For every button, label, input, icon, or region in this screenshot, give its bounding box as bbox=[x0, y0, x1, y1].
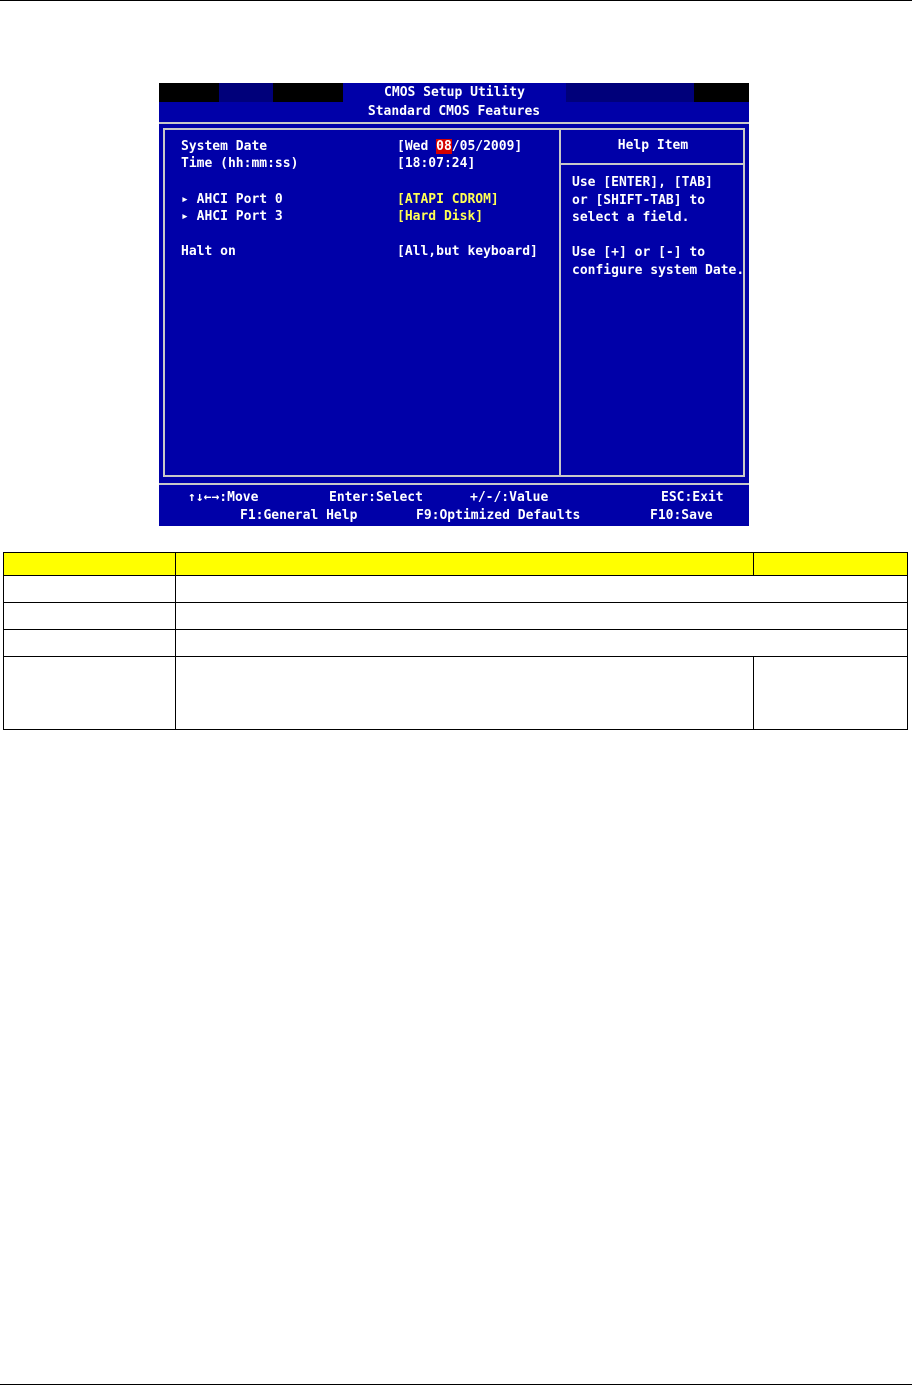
bios-title-bar bbox=[159, 83, 749, 102]
table-row bbox=[4, 630, 908, 657]
help-divider bbox=[559, 128, 561, 477]
table-header-cell bbox=[754, 553, 908, 576]
help-line: Use [ENTER], [TAB] bbox=[572, 175, 713, 190]
title-bar-segment bbox=[566, 83, 638, 102]
key-value: +/-/:Value bbox=[470, 490, 549, 505]
table-header-cell bbox=[4, 553, 176, 576]
key-general-help: F1:General Help bbox=[240, 508, 358, 523]
key-move: ↑↓←→:Move bbox=[188, 490, 259, 505]
divider bbox=[159, 122, 749, 124]
table-cell bbox=[176, 630, 908, 657]
ahci-port-0-value[interactable]: [ATAPI CDROM] bbox=[397, 192, 499, 207]
table-cell bbox=[176, 576, 908, 603]
settings-table bbox=[3, 552, 908, 730]
table-cell bbox=[4, 630, 176, 657]
ahci-port-0-item[interactable]: ▸ AHCI Port 0 bbox=[181, 192, 283, 207]
page-top-rule bbox=[0, 0, 912, 1]
help-line: configure system Date. bbox=[572, 263, 745, 278]
bios-title: CMOS Setup Utility bbox=[343, 83, 566, 102]
bios-subtitle: Standard CMOS Features bbox=[367, 104, 541, 119]
halt-on-value[interactable]: [All,but keyboard] bbox=[397, 244, 538, 259]
table-cell bbox=[4, 576, 176, 603]
ahci-port-3-value[interactable]: [Hard Disk] bbox=[397, 209, 484, 224]
key-optimized-defaults: F9:Optimized Defaults bbox=[416, 508, 581, 523]
help-line: Use [+] or [-] to bbox=[572, 245, 706, 260]
key-exit: ESC:Exit bbox=[661, 490, 724, 505]
table-header-cell bbox=[176, 553, 754, 576]
help-title-divider bbox=[561, 163, 745, 165]
title-bar-segment bbox=[219, 83, 273, 102]
ahci-port-3-item[interactable]: ▸ AHCI Port 3 bbox=[181, 209, 283, 224]
system-date-field[interactable] bbox=[397, 139, 522, 155]
time-field[interactable]: [18:07:24] bbox=[397, 156, 476, 171]
table-cell bbox=[4, 657, 176, 730]
key-save: F10:Save bbox=[650, 508, 713, 523]
help-line: select a field. bbox=[572, 210, 690, 225]
date-cursor[interactable]: 08 bbox=[436, 139, 452, 154]
page-bottom-rule bbox=[0, 1384, 912, 1385]
key-select: Enter:Select bbox=[329, 490, 423, 505]
time-label: Time (hh:mm:ss) bbox=[181, 156, 299, 171]
title-bar-segment bbox=[638, 83, 694, 102]
table-cell bbox=[754, 657, 908, 730]
table-cell bbox=[176, 657, 754, 730]
table-header-row bbox=[4, 553, 908, 576]
halt-on-label: Halt on bbox=[181, 244, 236, 259]
system-date-label: System Date bbox=[181, 139, 268, 154]
bios-screen bbox=[159, 83, 749, 526]
help-line: or [SHIFT-TAB] to bbox=[572, 193, 706, 208]
help-item-title: Help Item bbox=[617, 138, 689, 153]
date-suffix: /05/2009] bbox=[451, 139, 523, 154]
divider bbox=[159, 483, 749, 485]
date-prefix: [Wed bbox=[397, 139, 437, 154]
table-row bbox=[4, 576, 908, 603]
table-row bbox=[4, 657, 908, 730]
table-row bbox=[4, 603, 908, 630]
table-cell bbox=[4, 603, 176, 630]
table-cell bbox=[176, 603, 908, 630]
